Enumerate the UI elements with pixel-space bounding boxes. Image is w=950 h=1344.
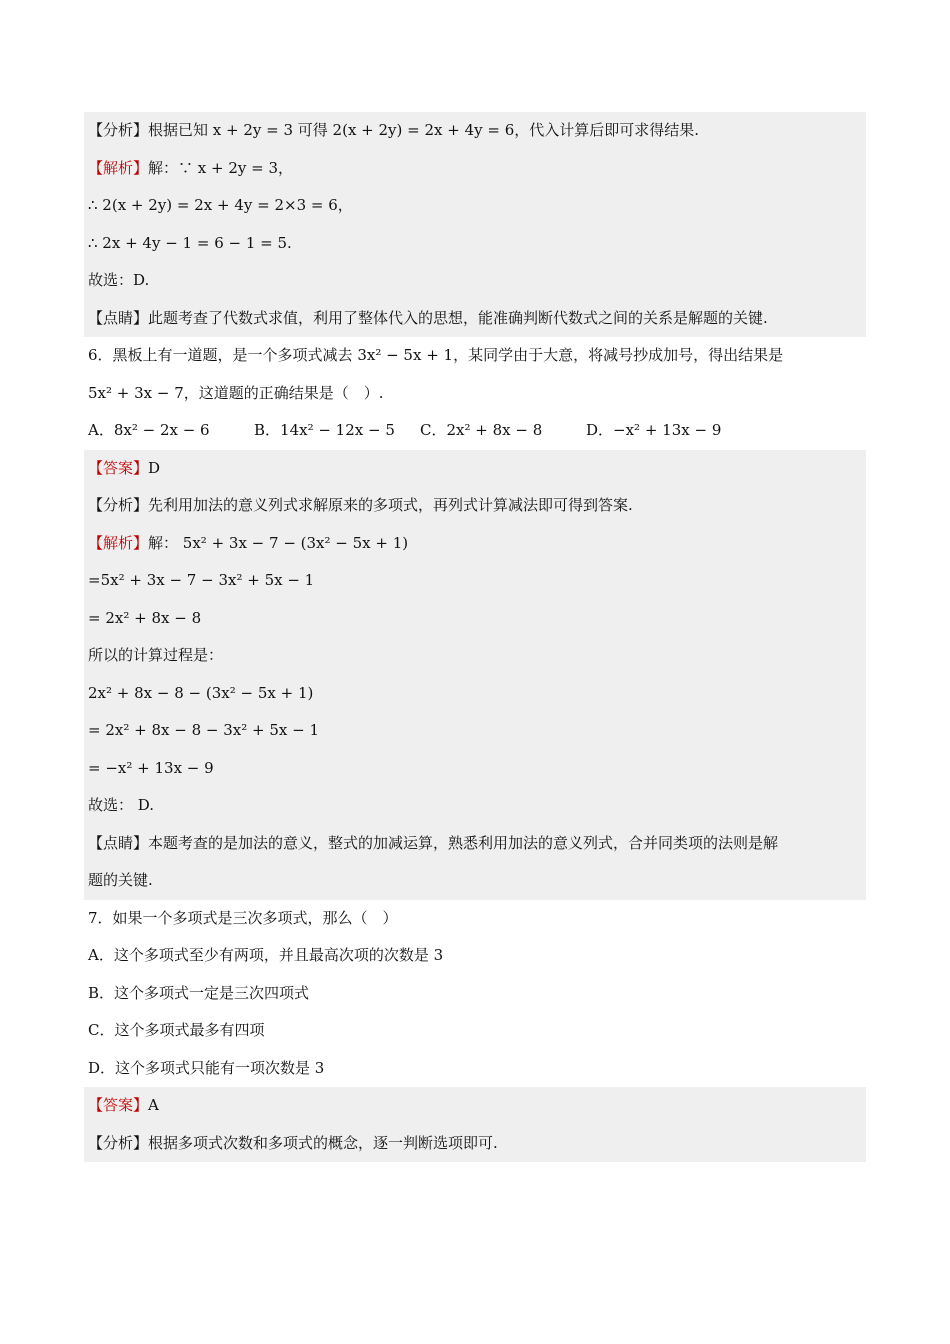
document-page — [84, 112, 866, 1162]
answer-option: D．−x² + 13x − 9 — [586, 421, 722, 439]
answer-option: A．8x² − 2x − 6 — [88, 421, 210, 439]
line-text: 解：∵ x + 2y = 3， — [148, 158, 294, 177]
text-line — [84, 1087, 866, 1125]
text-line — [84, 975, 866, 1013]
line-text: A — [148, 1096, 159, 1114]
line-text: 根据已知 x + 2y = 3 可得 2(x + 2y) = 2x + 4y = 6，代入计算后即可求得结果. — [148, 121, 700, 139]
text-line — [84, 1012, 866, 1050]
line-text: 故选：D. — [88, 271, 150, 289]
line-text: B．这个多项式一定是三次四项式 — [88, 983, 310, 1002]
line-text: = −x² + 13x − 9 — [88, 758, 214, 777]
line-text: 解： 5x² + 3x − 7 − (3x² − 5x + 1) — [148, 533, 409, 552]
line-text: ∴ 2(x + 2y) = 2x + 4y = 2×3 = 6， — [88, 196, 353, 214]
text-line — [84, 262, 866, 300]
text-line — [84, 300, 866, 338]
text-line — [84, 487, 866, 525]
text-line — [84, 337, 866, 375]
text-line — [84, 600, 866, 638]
line-text: 所以的计算过程是： — [88, 646, 224, 664]
line-text: C．这个多项式最多有四项 — [88, 1021, 265, 1039]
text-line — [84, 750, 866, 788]
text-line — [84, 150, 866, 188]
text-line — [84, 450, 866, 488]
line-text: 故选： D. — [88, 796, 155, 814]
text-line — [84, 675, 866, 713]
line-text: A．这个多项式至少有两项，并且最高次项的次数是 3 — [88, 946, 444, 964]
line-text: = 2x² + 8x − 8 − 3x² + 5x − 1 — [88, 721, 319, 739]
section-tag: 【解析】 — [88, 533, 149, 552]
text-line — [84, 1050, 866, 1088]
section-tag: 【答案】 — [88, 458, 149, 477]
line-text: 根据多项式次数和多项式的概念，逐一判断选项即可. — [148, 1133, 498, 1152]
section-tag: 【点睛】 — [88, 308, 149, 327]
line-text: 此题考查了代数式求值，利用了整体代入的思想，能准确判断代数式之间的关系是解题的关键. — [148, 308, 768, 327]
text-line — [84, 562, 866, 600]
line-text: =5x² + 3x − 7 − 3x² + 5x − 1 — [88, 571, 315, 589]
text-line — [84, 825, 866, 863]
line-text: 2x² + 8x − 8 − (3x² − 5x + 1) — [88, 683, 314, 702]
section-tag: 【解析】 — [88, 158, 149, 177]
text-line — [84, 225, 866, 263]
text-line — [84, 712, 866, 750]
text-line — [84, 187, 866, 225]
line-text: D．这个多项式只能有一项次数是 3 — [88, 1058, 325, 1077]
line-text: 本题考查的是加法的意义，整式的加减运算，熟悉利用加法的意义列式，合并同类项的法则是解 — [148, 833, 779, 852]
line-text: 先利用加法的意义列式求解原来的多项式，再列式计算减法即可得到答案. — [148, 496, 633, 514]
answer-option: B．14x² − 12x − 5 — [254, 421, 395, 439]
text-line — [84, 937, 866, 975]
section-tag: 【分析】 — [88, 1133, 149, 1152]
line-text: D — [148, 458, 161, 477]
answer-option: C．2x² + 8x − 8 — [420, 421, 543, 439]
section-tag: 【分析】 — [88, 496, 149, 514]
line-text: = 2x² + 8x − 8 — [88, 608, 202, 627]
text-line — [84, 412, 866, 450]
section-tag: 【点睛】 — [88, 833, 149, 852]
text-line — [84, 112, 866, 150]
text-line — [84, 900, 866, 938]
section-tag: 【答案】 — [88, 1096, 149, 1114]
line-text: 7．如果一个多项式是三次多项式，那么（ ） — [88, 908, 398, 927]
text-line — [84, 637, 866, 675]
line-text: ∴ 2x + 4y − 1 = 6 − 1 = 5. — [88, 233, 292, 252]
text-line — [84, 862, 866, 900]
line-text: 5x² + 3x − 7，这道题的正确结果是（ ）. — [88, 383, 384, 402]
line-text: 6．黑板上有一道题，是一个多项式减去 3x² − 5x + 1，某同学由于大意，将减号抄成加号，得出结果是 — [88, 346, 784, 364]
text-line — [84, 525, 866, 563]
line-text: 题的关键. — [88, 871, 153, 889]
text-line — [84, 787, 866, 825]
text-line — [84, 375, 866, 413]
section-tag: 【分析】 — [88, 121, 149, 139]
text-line — [84, 1125, 866, 1163]
